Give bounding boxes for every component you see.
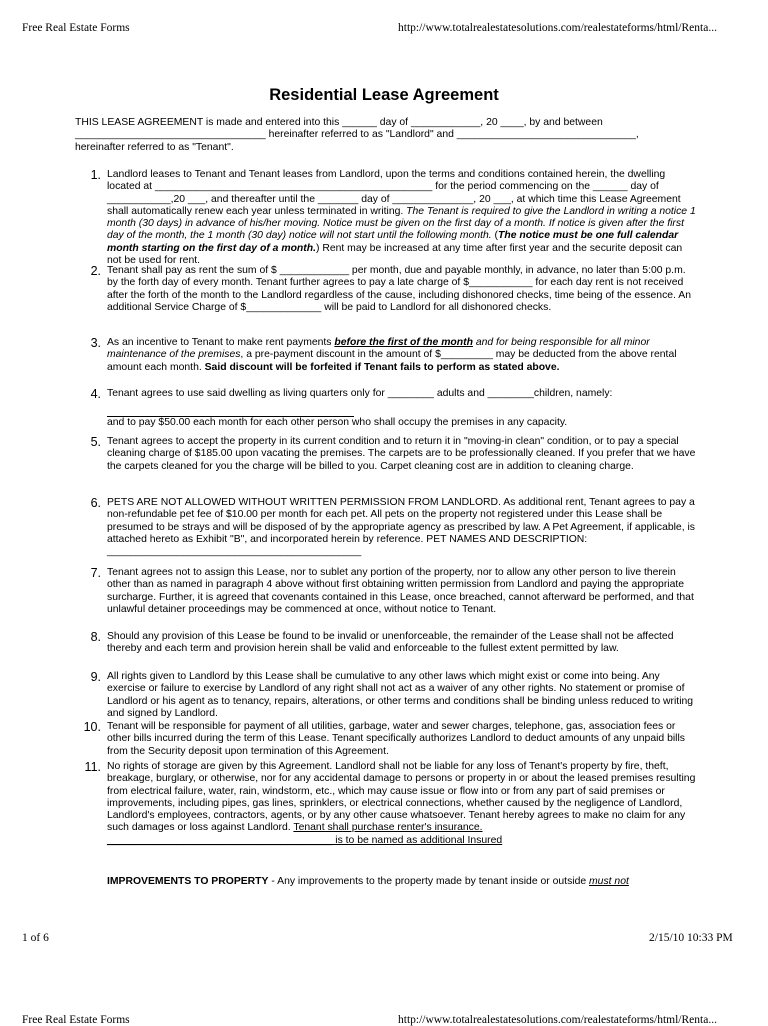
clause-1-notice-italic: The Tenant is required to give the Landlord in writing a notice 1 month (30 days) in advance of his/her moving. Notice must be given on the first day of a month. If notice is given after the first day of the month, the 1 month (30 day) notice will not start until the following month. xyxy=(107,205,696,242)
document-title: Residential Lease Agreement xyxy=(269,86,499,104)
clause-6 xyxy=(75,497,697,567)
improvements-text: - Any improvements to the property made by tenant inside or outside xyxy=(271,876,587,887)
clause-1: 1. Landlord leases to Tenant and Tenant leases from Landlord, upon the terms and conditions contained herein, the dwelling located at ________________________________________________ for the period commencing on the ______ day of ___________,20 ___, and thereafter until the _______ day of ______________, 20 ___, at which time this Lease Agreement shall automatically renew each year unless terminated in writing. The Tenant is required to give the Landlord in writing a notice 1 month (30 days) in advance of his/her moving. Notice must be given on the first day of a month. If notice is given after the first day of the month, the 1 month (30 day) notice will not start until the following month. (The notice must be one full calendar month starting on the first day of a month.) Rent may be increased at any time after first year and the securite deposit can not be used for rent. xyxy=(75,169,697,265)
clause-9 xyxy=(75,671,697,721)
clause-1-text: Landlord leases to Tenant and Tenant leases from Landlord, upon the terms and conditions contained herein, the dwelling located at ________________________________________________ for the period commencing on the ______ day of ___________,20 ___, and thereafter until the _______ day of ______________, 20 ___, at which time this Lease Agreement shall automatically renew each year unless terminated in writing. xyxy=(107,169,681,217)
clause-3-forfeit: Said discount will be forfeited if Tenant fails to perform as stated above. xyxy=(204,361,560,373)
improvements-paragraph xyxy=(107,876,697,888)
next-page-header-title: Free Real Estate Forms xyxy=(22,1014,130,1026)
clause-3-discount: , a pre-payment discount in the amount of $_________ may be deducted from the above rental amount each month. xyxy=(107,349,677,373)
clause-1-rent-increase: Rent may be increased at any time after first year and the securite deposit can not be used for rent. xyxy=(107,242,683,267)
clause-2 xyxy=(75,265,697,337)
clause-7-text: Tenant agrees not to assign this Lease, nor to sublet any portion of the property, nor to allow any other person to live therein other than as named in paragraph 4 above without first obtaining written permission from Landlord and paying the appropriate surcharge. Further, it is agreed that covenants contained in this Lease, once breached, cannot afterward be performed, and that unlawful detainer proceedings may be commenced at once, without notice to Tenant. xyxy=(107,567,694,615)
clause-3-text: As an incentive to Tenant to make rent payments xyxy=(107,337,332,348)
clause-11-insurance: Tenant shall purchase renter's insurance. _______________________________________ is to be named as additional Insured xyxy=(107,822,503,846)
clause-6-text: PETS ARE NOT ALLOWED WITHOUT WRITTEN PERMISSION FROM LANDLORD. As additional rent, Tenant agrees to pay a non-refundable pet fee of $10.00 per month for each pet. All pets on the property not registered under this Lease shall be presumed to be strays and will be disposed of by the appropriate agency as prescribed by law. A Pet Agreement, if applicable, is attached hereto as Exhibit "B", and incorporated herein by reference. PET NAMES AND DESCRIPTION: ____________________________________________ xyxy=(107,497,695,558)
improvements-must-not: must not xyxy=(589,876,629,887)
clause-5-text: Tenant agrees to accept the property in its current condition and to return it in "moving-in clean" condition, or to pay a special cleaning charge of $185.00 upon vacating the premises. The carpets are to be professionally cleaned. If you prefer that we have the carpets cleaned for you the charge will be billed to you. Carpet cleaning cost are in addition to cleaning charge. xyxy=(107,436,696,472)
intro-paragraph xyxy=(75,117,695,154)
clause-3-deadline: before the first of the month xyxy=(334,337,473,348)
clause-number: 2. xyxy=(90,264,101,278)
clause-2-text: Tenant shall pay as rent the sum of $ ____________ per month, due and payable monthly, in advance, no later than 5:00 p.m. by the forth day of every month. Tenant further agrees to pay a late charge of $___________ for each day rent is not received after the forth of the month to the Landlord regardless of the cause, including dishonored checks, time being of the essence. An additional Service Charge of $_____________ will be paid to Landlord for all dishonored checks. xyxy=(107,265,691,313)
clause-number: 5. xyxy=(90,435,101,449)
clause-number: 6. xyxy=(90,496,101,510)
clause-3-maintenance: and for being responsible for all minor maintenance of the premises xyxy=(107,337,650,361)
intro-line-2: _________________________________ hereinafter referred to as "Landlord" and _______________________________, xyxy=(75,129,639,141)
clause-4-text: Tenant agrees to use said dwelling as living quarters only for ________ adults and ________children, namely: xyxy=(107,388,613,399)
improvements-heading: IMPROVEMENTS TO PROPERTY xyxy=(107,876,269,887)
print-header-title: Free Real Estate Forms xyxy=(22,22,130,34)
page-count: 1 of 6 xyxy=(22,932,49,944)
clause-11-text: No rights of storage are given by this Agreement. Landlord shall not be liable for any loss of Tenant's property by fire, theft, breakage, burglary, or otherwise, nor for any accidental damage to persons or property in or about the leased premises resulting from electrical failure, water, rain, windstorm, etc., which may cause issue or flow into or from any part of said premises or improvements, including pipes, gas lines, sprinklers, or electrical connections, whether caused by the negligence of Landlord, Landlord's employees, contractors, agents, or by any other cause whatsoever. Tenant hereby agrees to make no claim for any such damages or loss against Landlord. xyxy=(107,761,696,834)
intro-line-1: THIS LEASE AGREEMENT is made and entered into this ______ day of ____________, 20 ____, by and between xyxy=(75,117,603,128)
clause-7 xyxy=(75,567,697,631)
clause-number: 4. xyxy=(90,387,101,401)
clause-number: 3. xyxy=(90,336,101,350)
lease-clauses xyxy=(75,169,697,847)
clause-4 xyxy=(75,388,697,436)
clause-4-additional-occupants: and to pay $50.00 each month for each other person who shall occupy the premises in any capacity. xyxy=(107,417,568,429)
clause-number: 9. xyxy=(90,670,101,684)
clause-number: 7. xyxy=(90,566,101,580)
clause-10 xyxy=(75,721,697,761)
clause-8-text: Should any provision of this Lease be found to be invalid or unenforceable, the remainder of the Lease shall not be affected thereby and each term and provision herein shall be valid and enforceable to the fullest extent permitted by law. xyxy=(107,631,674,655)
clause-9-text: All rights given to Landlord by this Lease shall be cumulative to any other laws which might exist or come into being. Any exercise or failure to exercise by Landlord of any right shall not act as a waiver of any other rights. No statement or promise of Landlord or his agent as to tenancy, repairs, alterations, or other terms and conditions shall be binding unless reduced to writing and signed by Landlord. xyxy=(107,671,694,719)
next-page-header-url: http://www.totalrealestatesolutions.com/realestateforms/html/Renta... xyxy=(398,1014,717,1026)
clause-5 xyxy=(75,436,697,497)
clause-number: 1. xyxy=(90,168,101,182)
print-timestamp: 2/15/10 10:33 PM xyxy=(649,932,733,944)
print-header-url: http://www.totalrealestatesolutions.com/realestateforms/html/Renta... xyxy=(398,22,717,34)
clause-number: 10. xyxy=(83,720,101,734)
clause-4-names-line xyxy=(107,400,354,417)
intro-line-3: hereinafter referred to as "Tenant". xyxy=(75,141,234,153)
clause-10-text: Tenant will be responsible for payment of all utilities, garbage, water and sewer charges, telephone, gas, association fees or other bills incurred during the term of this Lease. Tenant specifically authorizes Landlord to deduct amounts of any unpaid bills from the Security deposit upon termination of this Agreement. xyxy=(107,721,685,757)
clause-1-notice-bold: The notice must be one full calendar month starting on the first day of a month. xyxy=(107,230,679,254)
clause-number: 11. xyxy=(84,760,101,774)
clause-3 xyxy=(75,337,697,388)
clause-11 xyxy=(75,761,697,847)
clause-8 xyxy=(75,631,697,671)
clause-number: 8. xyxy=(90,630,101,644)
